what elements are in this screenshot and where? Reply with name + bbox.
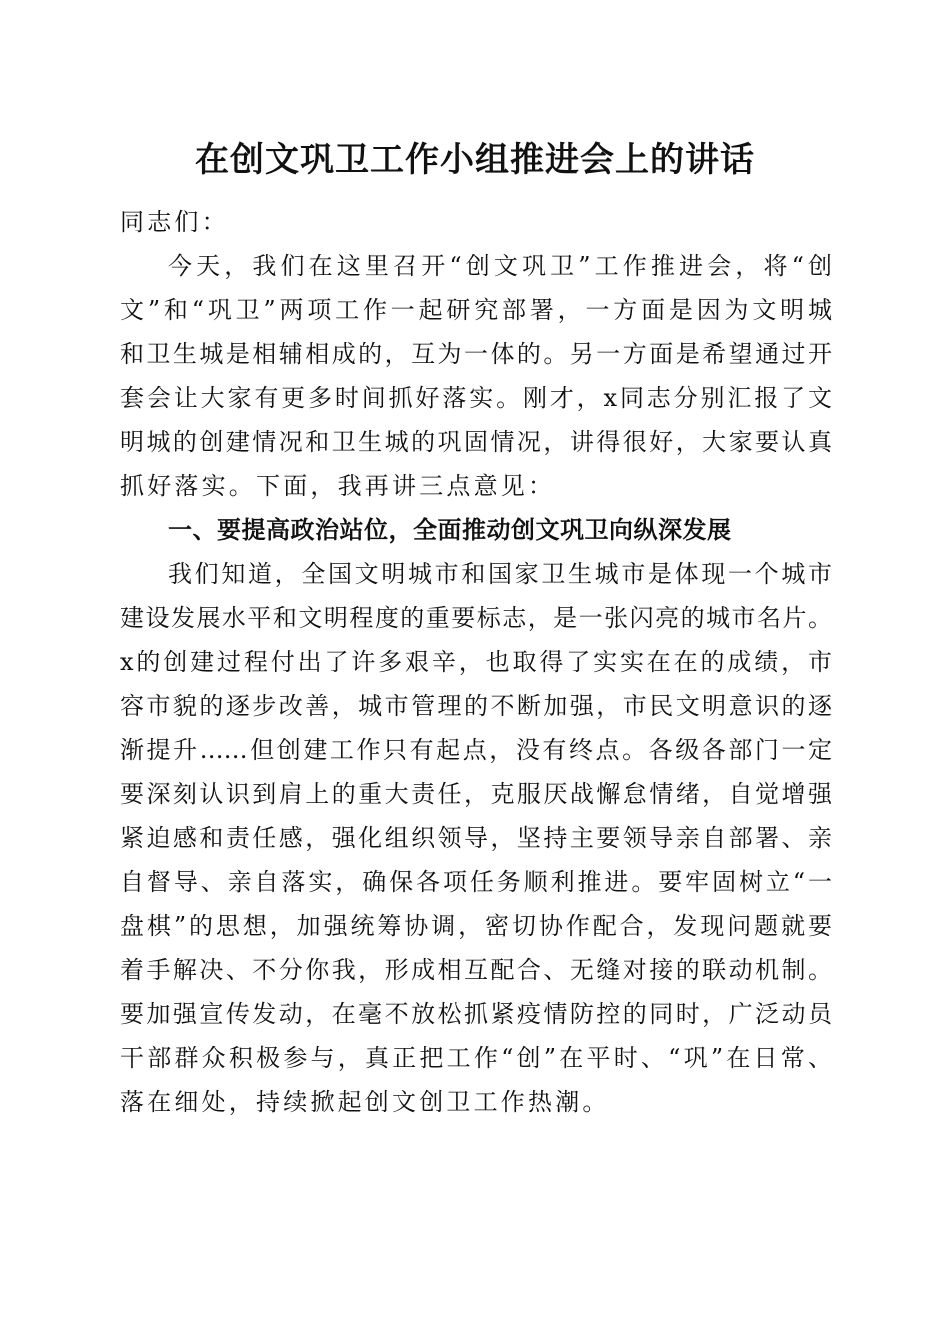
- paragraph-line: 盘棋”的思想，加强统筹协调，密切协作配合，发现问题就要: [120, 912, 832, 940]
- paragraph-line: 我们知道，全国文明城市和国家卫生城市是体现一个城市: [168, 560, 832, 588]
- salutation: 同志们：: [120, 208, 229, 236]
- document-body: [120, 200, 832, 1124]
- document-title: 在创文巩卫工作小组推进会上的讲话: [195, 140, 755, 180]
- paragraph-line: x的创建过程付出了许多艰辛，也取得了实实在在的成绩，市: [120, 648, 832, 676]
- paragraph-line: 要深刻认识到肩上的重大责任，克服厌战懈怠情绪，自觉增强: [120, 780, 832, 808]
- paragraph-2: [120, 552, 832, 1124]
- paragraph-line: 套会让大家有更多时间抓好落实。刚才，x同志分别汇报了文: [120, 384, 832, 412]
- paragraph-line: 容市貌的逐步改善，城市管理的不断加强，市民文明意识的逐: [120, 692, 832, 720]
- paragraph-line: 文”和“巩卫”两项工作一起研究部署，一方面是因为文明城: [120, 296, 832, 324]
- paragraph-line: 干部群众积极参与，真正把工作“创”在平时、“巩”在日常、: [120, 1044, 832, 1072]
- paragraph-line: 建设发展水平和文明程度的重要标志，是一张闪亮的城市名片。: [120, 604, 832, 632]
- paragraph-line: 自督导、亲自落实，确保各项任务顺利推进。要牢固树立“一: [120, 868, 832, 896]
- paragraph-line: 今天，我们在这里召开“创文巩卫”工作推进会，将“创: [168, 252, 832, 280]
- paragraph-1: [120, 244, 832, 508]
- paragraph-line: 要加强宣传发动，在毫不放松抓紧疫情防控的同时，广泛动员: [120, 1000, 832, 1028]
- paragraph-line: 和卫生城是相辅相成的，互为一体的。另一方面是希望通过开: [120, 340, 832, 368]
- paragraph-line: 明城的创建情况和卫生城的巩固情况，讲得很好，大家要认真: [120, 428, 832, 456]
- paragraph-line: 渐提升……但创建工作只有起点，没有终点。各级各部门一定: [120, 736, 832, 764]
- paragraph-line: 紧迫感和责任感，强化组织领导，坚持主要领导亲自部署、亲: [120, 824, 832, 852]
- paragraph-line: 抓好落实。下面，我再讲三点意见：: [120, 472, 556, 500]
- paragraph-line: 落在细处，持续掀起创文创卫工作热潮。: [120, 1088, 610, 1116]
- section-heading-1: 一、要提高政治站位，全面推动创文巩卫向纵深发展: [168, 516, 732, 544]
- paragraph-line: 着手解决、不分你我，形成相互配合、无缝对接的联动机制。: [120, 956, 832, 984]
